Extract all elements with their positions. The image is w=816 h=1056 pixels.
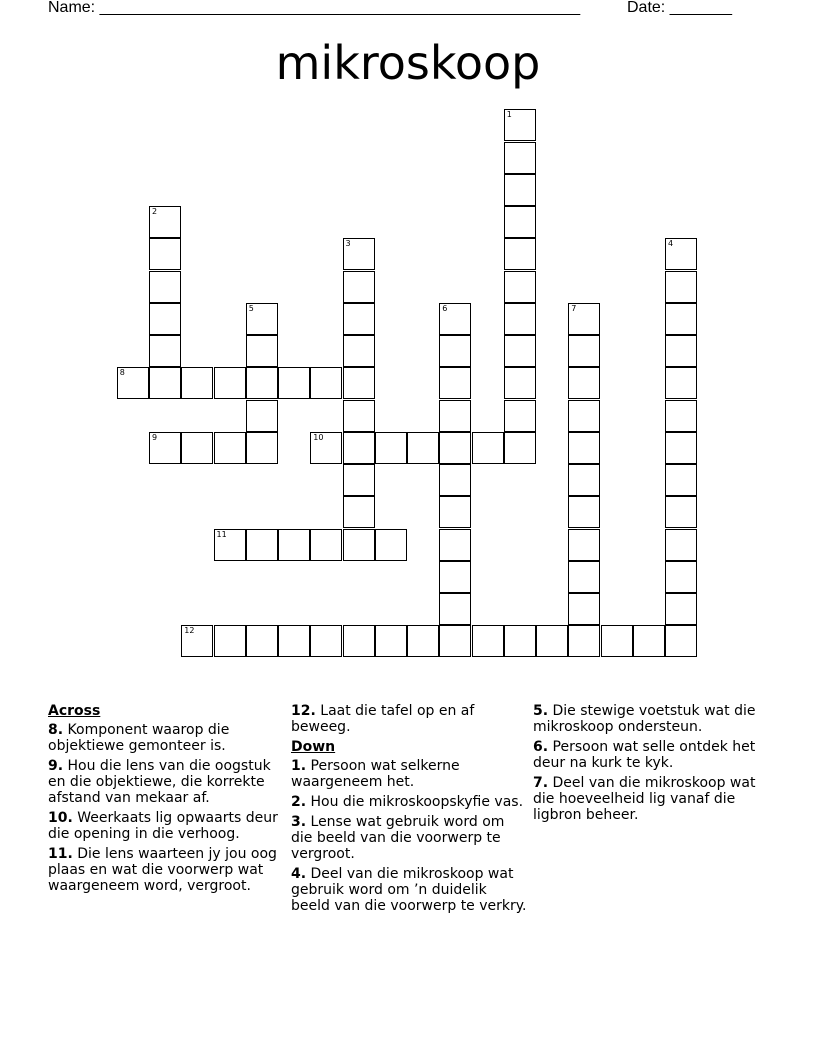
grid-cell[interactable]	[149, 303, 181, 335]
grid-cell[interactable]	[504, 303, 536, 335]
grid-cell[interactable]	[504, 109, 536, 141]
grid-cell[interactable]	[601, 625, 633, 657]
grid-cell[interactable]	[665, 561, 697, 593]
clue-across-11	[48, 846, 284, 894]
cell-number: 12	[184, 626, 195, 636]
grid-cell[interactable]	[181, 432, 213, 464]
date-field-label[interactable]: Date: _______	[627, 0, 732, 16]
cell-number: 3	[345, 239, 351, 249]
grid-cell[interactable]	[343, 238, 375, 270]
name-field-label[interactable]: Name: ______________________________________________________	[48, 0, 581, 16]
grid-cell[interactable]	[568, 496, 600, 528]
clue-down-3	[291, 814, 527, 862]
grid-cell[interactable]	[504, 238, 536, 270]
grid-cell[interactable]	[149, 335, 181, 367]
grid-cell[interactable]	[439, 529, 471, 561]
clue-text: Laat die tafel op en af beweeg.	[291, 703, 475, 735]
grid-cell[interactable]	[343, 432, 375, 464]
grid-cell[interactable]	[568, 625, 600, 657]
grid-cell[interactable]	[568, 400, 600, 432]
grid-cell[interactable]	[568, 561, 600, 593]
clue-number: 8.	[48, 722, 64, 738]
grid-cell[interactable]	[665, 303, 697, 335]
grid-cell[interactable]	[665, 625, 697, 657]
grid-cell[interactable]	[343, 529, 375, 561]
grid-cell[interactable]	[214, 529, 246, 561]
grid-cell[interactable]	[375, 432, 407, 464]
clues-column-1	[48, 703, 284, 898]
grid-cell[interactable]	[149, 271, 181, 303]
clue-text: Persoon wat selle ontdek het deur na kurk te kyk.	[533, 739, 756, 771]
clue-down-7	[533, 775, 769, 823]
clue-number: 9.	[48, 758, 64, 774]
clue-down-5	[533, 703, 769, 735]
across-heading: Across	[48, 703, 101, 719]
clue-down-2	[291, 794, 527, 810]
grid-cell[interactable]	[343, 367, 375, 399]
clue-across-9	[48, 758, 284, 806]
cell-number: 7	[571, 303, 577, 313]
cell-number: 9	[152, 432, 158, 442]
grid-cell[interactable]	[665, 593, 697, 625]
grid-cell[interactable]	[214, 367, 246, 399]
clue-number: 1.	[291, 758, 307, 774]
grid-cell[interactable]	[214, 432, 246, 464]
grid-cell[interactable]	[665, 432, 697, 464]
grid-cell[interactable]	[343, 335, 375, 367]
cell-number: 10	[313, 432, 324, 442]
grid-cell[interactable]	[472, 432, 504, 464]
grid-cell[interactable]	[504, 142, 536, 174]
grid-cell[interactable]	[246, 432, 278, 464]
grid-cell[interactable]	[343, 303, 375, 335]
cell-number: 4	[668, 239, 674, 249]
clue-text: Komponent waarop die objektiewe gemonteer is.	[48, 722, 230, 754]
clue-text: Persoon wat selkerne waargeneem het.	[291, 758, 460, 790]
clue-number: 7.	[533, 775, 549, 791]
clue-across-8	[48, 722, 284, 754]
grid-cell[interactable]	[310, 432, 342, 464]
grid-cell[interactable]	[439, 367, 471, 399]
grid-cell[interactable]	[568, 367, 600, 399]
grid-cell[interactable]	[375, 625, 407, 657]
puzzle-title: mikroskoop	[275, 36, 541, 90]
clue-across-12	[291, 703, 527, 735]
clue-number: 4.	[291, 866, 307, 882]
clue-number: 2.	[291, 794, 307, 810]
grid-cell[interactable]	[246, 625, 278, 657]
grid-cell[interactable]	[439, 335, 471, 367]
grid-cell[interactable]	[439, 496, 471, 528]
clue-number: 3.	[291, 814, 307, 830]
grid-cell[interactable]	[568, 432, 600, 464]
grid-cell[interactable]	[246, 400, 278, 432]
grid-cell[interactable]	[439, 303, 471, 335]
grid-cell[interactable]	[375, 529, 407, 561]
grid-cell[interactable]	[407, 432, 439, 464]
grid-cell[interactable]	[149, 367, 181, 399]
grid-cell[interactable]	[310, 367, 342, 399]
grid-cell[interactable]	[439, 561, 471, 593]
grid-cell[interactable]	[568, 593, 600, 625]
grid-cell[interactable]	[343, 271, 375, 303]
grid-cell[interactable]	[149, 206, 181, 238]
grid-cell[interactable]	[310, 529, 342, 561]
grid-cell[interactable]	[343, 400, 375, 432]
clue-text: Hou die lens van die oogstuk en die objektiewe, die korrekte afstand van mekaar af.	[48, 758, 271, 806]
cell-number: 11	[216, 529, 227, 539]
grid-cell[interactable]	[665, 529, 697, 561]
grid-cell[interactable]	[472, 625, 504, 657]
clue-across-10	[48, 810, 284, 842]
grid-cell[interactable]	[407, 625, 439, 657]
clues-column-2	[291, 703, 527, 918]
grid-cell[interactable]	[665, 335, 697, 367]
grid-cell[interactable]	[214, 625, 246, 657]
clue-number: 6.	[533, 739, 549, 755]
grid-cell[interactable]	[439, 400, 471, 432]
grid-cell[interactable]	[665, 271, 697, 303]
grid-cell[interactable]	[568, 529, 600, 561]
grid-cell[interactable]	[246, 303, 278, 335]
cell-number: 5	[248, 303, 254, 313]
grid-cell[interactable]	[439, 593, 471, 625]
grid-cell[interactable]	[665, 400, 697, 432]
clue-text: Die lens waarteen jy jou oog plaas en wat die voorwerp wat waargeneem word, vergroot.	[48, 846, 277, 894]
grid-cell[interactable]	[439, 464, 471, 496]
cell-number: 6	[442, 303, 448, 313]
grid-cell[interactable]	[278, 367, 310, 399]
grid-cell[interactable]	[149, 238, 181, 270]
grid-cell[interactable]	[568, 303, 600, 335]
clue-text: Die stewige voetstuk wat die mikroskoop ondersteun.	[533, 703, 756, 735]
clue-text: Hou die mikroskoopskyfie vas.	[310, 794, 524, 810]
grid-cell[interactable]	[246, 367, 278, 399]
grid-cell[interactable]	[504, 400, 536, 432]
grid-cell[interactable]	[504, 174, 536, 206]
grid-cell[interactable]	[149, 432, 181, 464]
grid-cell[interactable]	[246, 335, 278, 367]
grid-cell[interactable]	[278, 529, 310, 561]
clue-down-6	[533, 739, 769, 771]
clue-number: 11.	[48, 846, 73, 862]
grid-cell[interactable]	[568, 464, 600, 496]
grid-cell[interactable]	[504, 432, 536, 464]
clue-down-1	[291, 758, 527, 790]
grid-cell[interactable]	[665, 367, 697, 399]
grid-cell[interactable]	[278, 625, 310, 657]
clue-text: Deel van die mikroskoop wat die hoeveelheid lig vanaf die ligbron beheer.	[533, 775, 756, 823]
cell-number: 2	[152, 207, 158, 216]
clue-text: Lense wat gebruik word om die beeld van die voorwerp te vergroot.	[291, 814, 505, 862]
grid-cell[interactable]	[181, 367, 213, 399]
grid-cell[interactable]	[343, 625, 375, 657]
clue-down-4	[291, 866, 527, 914]
grid-cell[interactable]	[117, 367, 149, 399]
grid-cell[interactable]	[665, 238, 697, 270]
clues-column-3	[533, 703, 769, 827]
grid-cell[interactable]	[536, 625, 568, 657]
grid-cell[interactable]	[665, 464, 697, 496]
cell-number: 1	[506, 110, 512, 120]
grid-cell[interactable]	[504, 206, 536, 238]
grid-cell[interactable]	[181, 625, 213, 657]
clue-text: Deel van die mikroskoop wat gebruik word om ’n duidelik beeld van die voorwerp te verkry.	[291, 866, 527, 914]
down-heading: Down	[291, 739, 336, 755]
grid-cell[interactable]	[568, 335, 600, 367]
grid-cell[interactable]	[310, 625, 342, 657]
grid-cell[interactable]	[504, 335, 536, 367]
grid-cell[interactable]	[343, 464, 375, 496]
grid-cell[interactable]	[343, 496, 375, 528]
grid-cell[interactable]	[504, 625, 536, 657]
grid-cell[interactable]	[439, 432, 471, 464]
clue-text: Weerkaats lig opwaarts deur die opening in die verhoog.	[48, 810, 278, 842]
grid-cell[interactable]	[665, 496, 697, 528]
grid-cell[interactable]	[246, 529, 278, 561]
grid-cell[interactable]	[504, 271, 536, 303]
clue-number: 12.	[291, 703, 316, 719]
cell-number: 8	[119, 368, 125, 378]
grid-cell[interactable]	[633, 625, 665, 657]
clue-number: 10.	[48, 810, 73, 826]
clue-number: 5.	[533, 703, 549, 719]
grid-cell[interactable]	[504, 367, 536, 399]
grid-cell[interactable]	[439, 625, 471, 657]
